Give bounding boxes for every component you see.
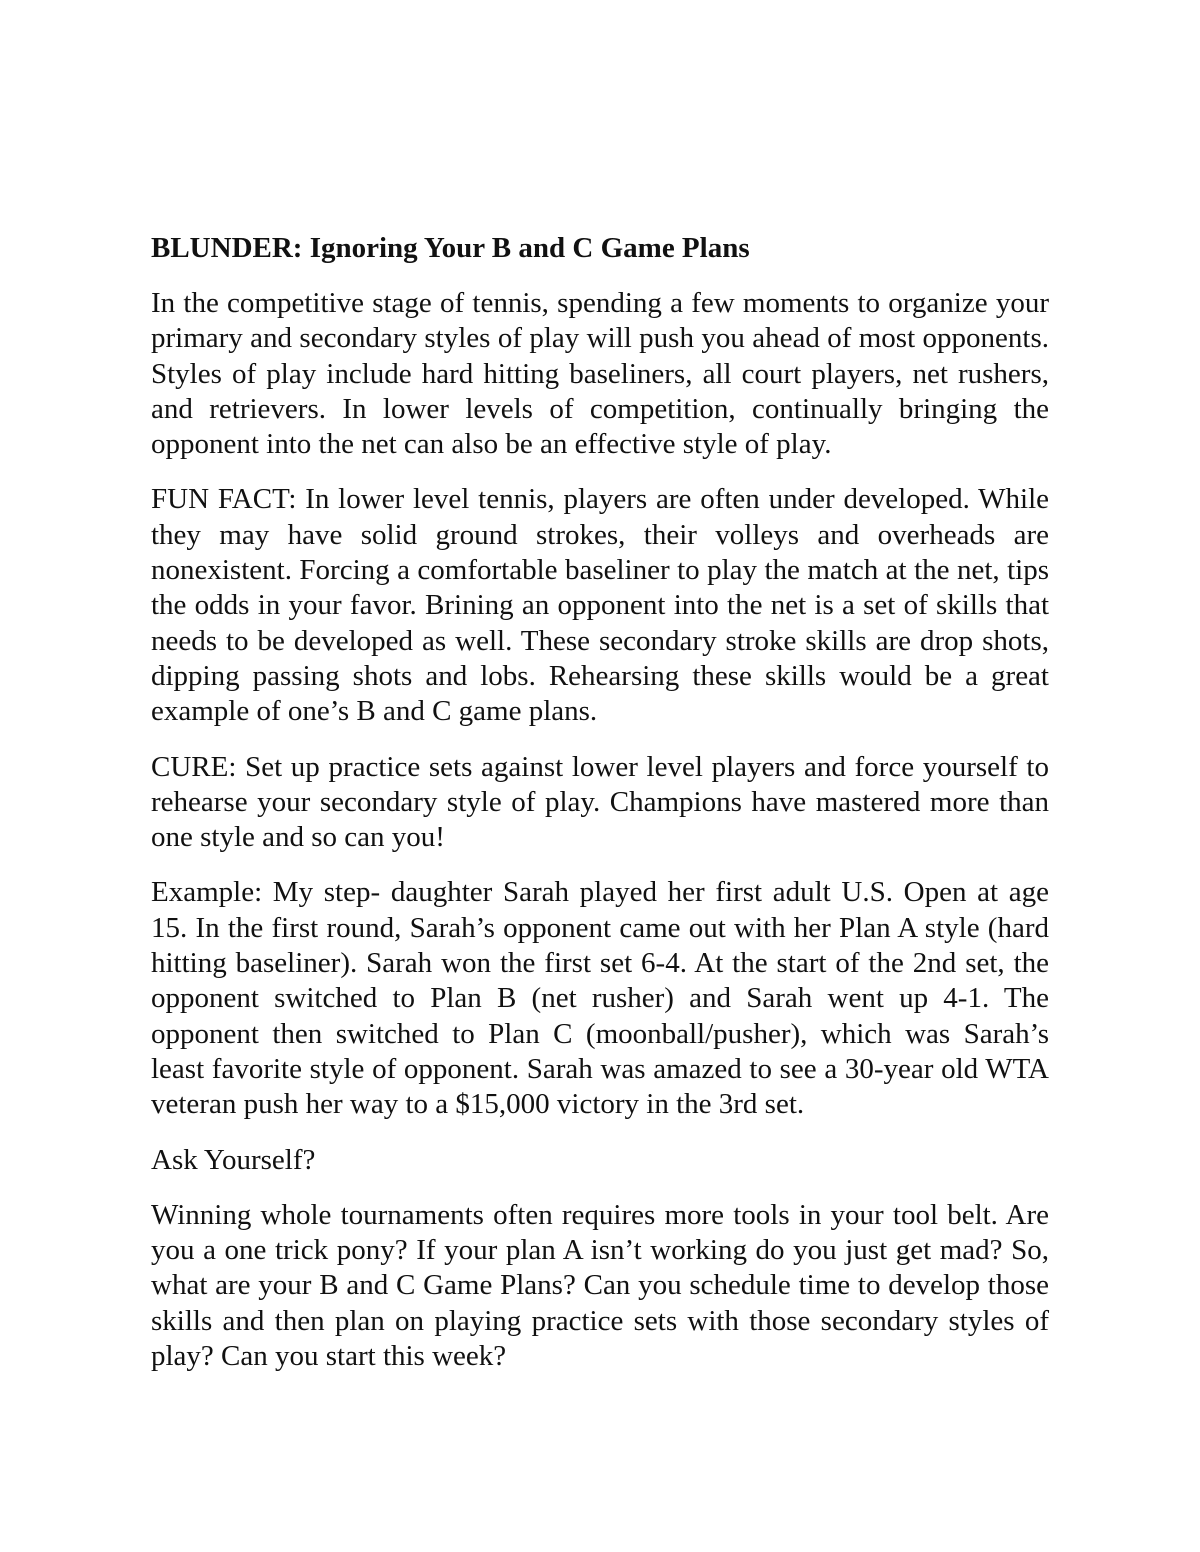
paragraph-fun-fact: FUN FACT: In lower level tennis, players are often under developed. While they may have solid ground strokes, their volleys and overheads are nonexistent. Forcing a comfortable baseliner to play the match at the net, tips the odds in your favor. Brining an opponent into the net is a set of skills that needs to be developed as well. These secondary stroke skills are drop shots, dipping passing shots and lobs. Rehearsing these skills would be a great example of one’s B and C game plans. <box>151 483 1049 728</box>
paragraph-ask-yourself: Ask Yourself? <box>151 1143 316 1176</box>
document-page <box>151 226 1049 1374</box>
document-title: BLUNDER: Ignoring Your B and C Game Plans <box>151 232 750 264</box>
paragraph-intro: In the competitive stage of tennis, spending a few moments to organize your primary and secondary styles of play will push you ahead of most opponents. Styles of play include hard hitting baseliners, all court players, net rushers, and retrievers. In lower levels of competition, continually bringing the opponent into the net can also be an effective style of play. <box>151 287 1049 461</box>
paragraph-example: Example: My step- daughter Sarah played her first adult U.S. Open at age 15. In the first round, Sarah’s opponent came out with her Plan A style (hard hitting baseliner). Sarah won the first set 6-4. At the start of the 2nd set, the opponent switched to Plan B (net rusher) and Sarah went up 4-1. The opponent then switched to Plan C (moonball/pusher), which was Sarah’s least favorite style of opponent. Sarah was amazed to see a 30-year old WTA veteran push her way to a $15,000 victory in the 3rd set. <box>151 876 1049 1121</box>
paragraph-cure: CURE: Set up practice sets against lower level players and force yourself to rehearse your secondary style of play. Champions have mastered more than one style and so can you! <box>151 750 1049 854</box>
paragraph-closing: Winning whole tournaments often requires more tools in your tool belt. Are you a one trick pony? If your plan A isn’t working do you just get mad? So, what are your B and C Game Plans? Can you schedule time to develop those skills and then plan on playing practice sets with those secondary styles of play? Can you start this week? <box>151 1198 1049 1373</box>
